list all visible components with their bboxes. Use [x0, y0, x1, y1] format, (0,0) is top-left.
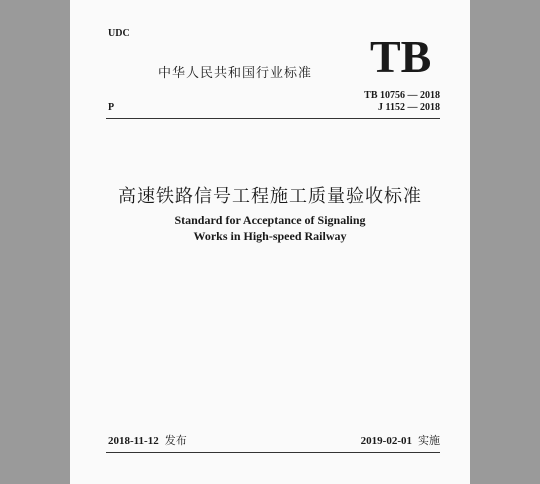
tb-logo: TB [370, 31, 432, 82]
issue-date [108, 432, 187, 448]
effective-label: 实施 [418, 434, 440, 447]
effective-date [361, 432, 440, 448]
code-tb: TB 10756 — 2018 [364, 90, 440, 101]
issue-date-value: 2018-11-12 [108, 435, 159, 447]
title-chinese: 高速铁路信号工程施工质量验收标准 [118, 186, 422, 207]
class-mark: P [108, 102, 115, 113]
industry-standard-label: 中华人民共和国行业标准 [158, 66, 313, 81]
title-english-line2: Works in High-speed Railway [193, 229, 347, 243]
udc-label: UDC [108, 28, 130, 39]
effective-date-value: 2019-02-01 [360, 435, 412, 447]
header-divider [106, 118, 440, 119]
code-j: J 1152 — 2018 [378, 102, 440, 113]
standard-cover [70, 0, 470, 484]
title-english-line1: Standard for Acceptance of Signaling [174, 213, 366, 227]
title-english [70, 212, 470, 244]
standard-codes [364, 90, 440, 114]
footer-divider [106, 452, 440, 453]
issue-label: 发布 [164, 434, 187, 447]
